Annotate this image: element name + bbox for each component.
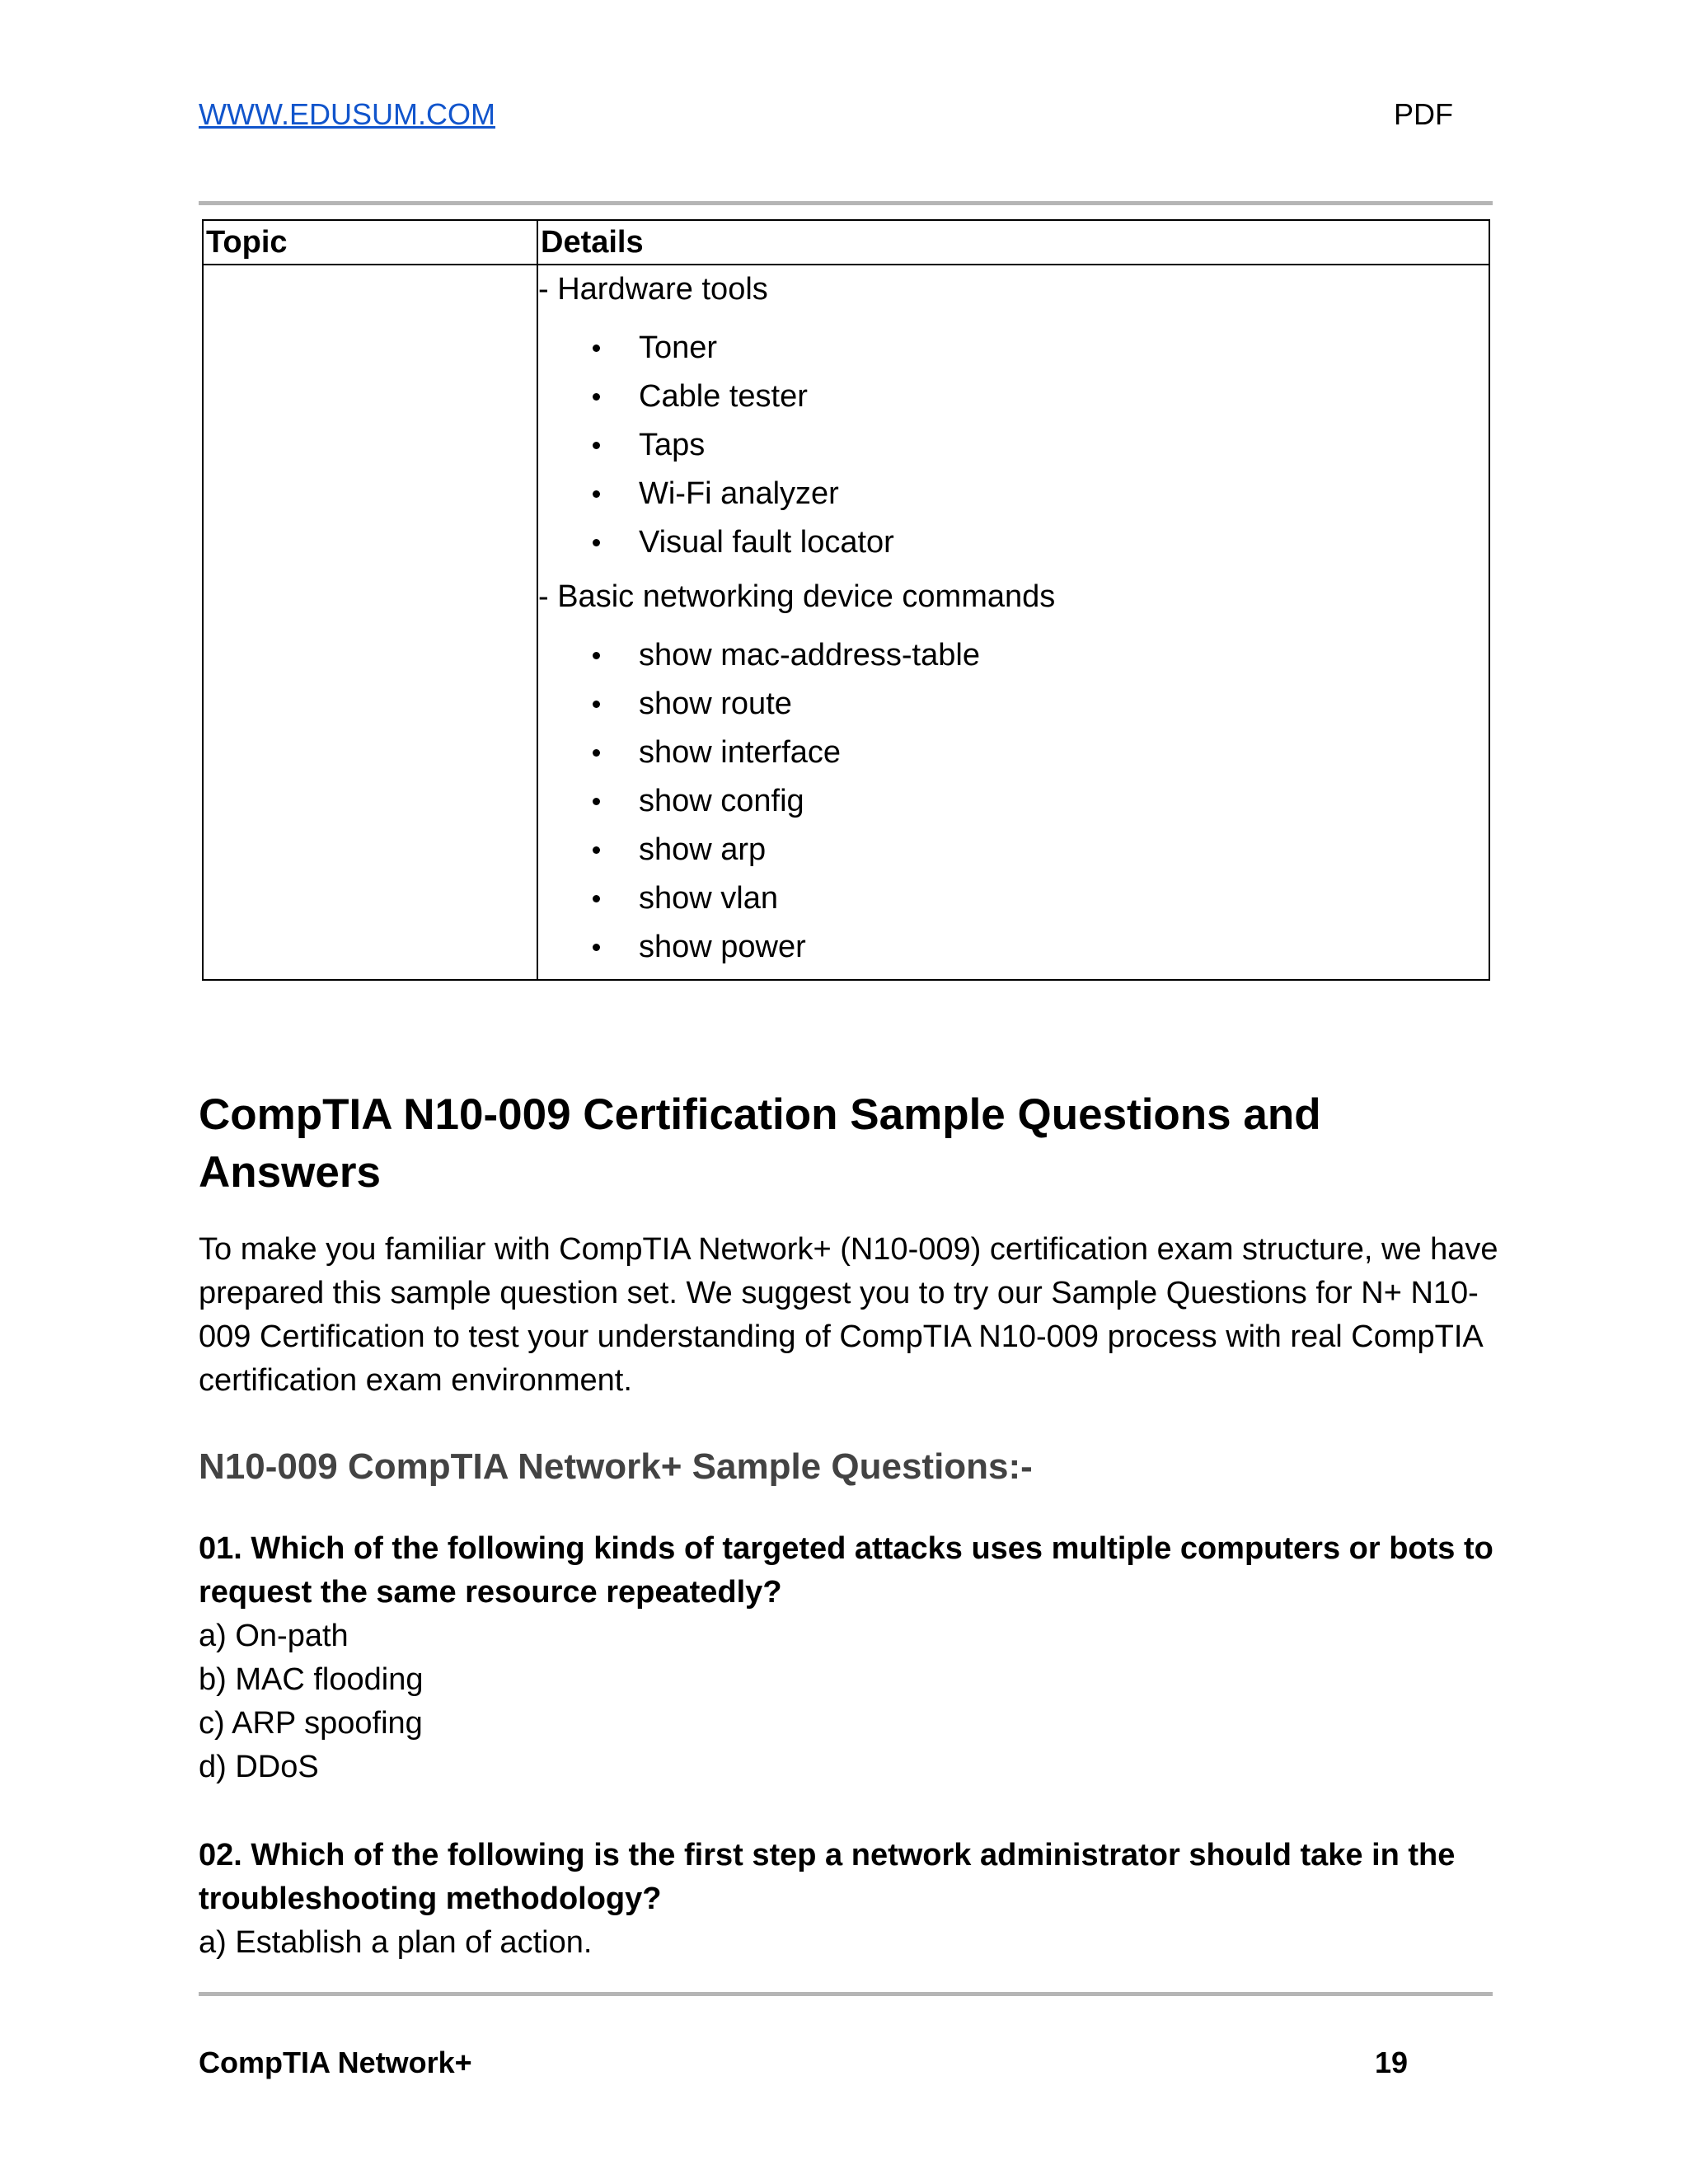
list-item: Cable tester [538, 375, 1489, 424]
answer-option: c) ARP spoofing [199, 1706, 423, 1741]
table-header-row [203, 220, 1489, 265]
detail-list [538, 326, 1489, 569]
list-item: show arp [538, 828, 1489, 877]
bullet-icon [593, 798, 600, 805]
answer-option: a) On-path [199, 1619, 349, 1653]
bullet-icon [593, 944, 600, 951]
bullet-icon [593, 846, 600, 854]
bullet-icon [593, 442, 600, 449]
table-header-topic: Topic [203, 220, 537, 265]
question-text: 02. Which of the following is the first step a network administrator should take in the troubleshooting methodology? [199, 1838, 1456, 1916]
list-item: show interface [538, 731, 1489, 780]
bullet-icon [593, 344, 600, 352]
list-item: Toner [538, 326, 1489, 375]
list-item: show power [538, 926, 1489, 974]
list-item: Visual fault locator [538, 521, 1489, 569]
question-text: 01. Which of the following kinds of targeted attacks uses multiple computers or bots to request the same resource repeatedly? [199, 1531, 1493, 1610]
table-header-details: Details [537, 220, 1489, 265]
list-item: show route [538, 682, 1489, 731]
list-item: show mac-address-table [538, 634, 1489, 682]
sample-questions-heading: N10-009 CompTIA Network+ Sample Questions:- [199, 1446, 1033, 1487]
detail-group-label: - Hardware tools [538, 272, 768, 307]
site-link[interactable]: WWW.EDUSUM.COM [199, 97, 495, 131]
document-type-label: PDF [1394, 97, 1453, 131]
bullet-icon [593, 749, 600, 757]
details-cell [537, 265, 1489, 980]
header-divider [199, 201, 1493, 205]
table-row [203, 265, 1489, 980]
answer-option: a) Establish a plan of action. [199, 1925, 593, 1960]
detail-list [538, 634, 1489, 974]
footer-title: CompTIA Network+ [199, 2046, 472, 2079]
section-title: CompTIA N10-009 Certification Sample Questions and Answers [199, 1090, 1321, 1197]
footer-divider [199, 1992, 1493, 1996]
bullet-icon [593, 895, 600, 902]
bullet-icon [593, 393, 600, 401]
intro-paragraph: To make you familiar with CompTIA Network+ (N10-009) certification exam structure, we have prepared this sample question set. We suggest you to try our Sample Questions for N+ N10-009 Certification to test your understanding of CompTIA N10-009 process with real CompTIA certification exam environment. [199, 1232, 1498, 1398]
list-item: Taps [538, 424, 1489, 472]
bullet-icon [593, 490, 600, 498]
question-block [199, 1834, 1501, 1965]
topic-cell [203, 265, 537, 980]
question-block [199, 1527, 1501, 1789]
bullet-icon [593, 652, 600, 659]
detail-group-label: - Basic networking device commands [538, 579, 1056, 614]
answer-option: d) DDoS [199, 1750, 319, 1784]
bullet-icon [593, 701, 600, 708]
answer-option: b) MAC flooding [199, 1662, 424, 1697]
list-item: show vlan [538, 877, 1489, 926]
topics-table [202, 219, 1490, 981]
list-item: Wi-Fi analyzer [538, 472, 1489, 521]
bullet-icon [593, 539, 600, 546]
list-item: show config [538, 780, 1489, 828]
page-number: 19 [1375, 2046, 1409, 2079]
